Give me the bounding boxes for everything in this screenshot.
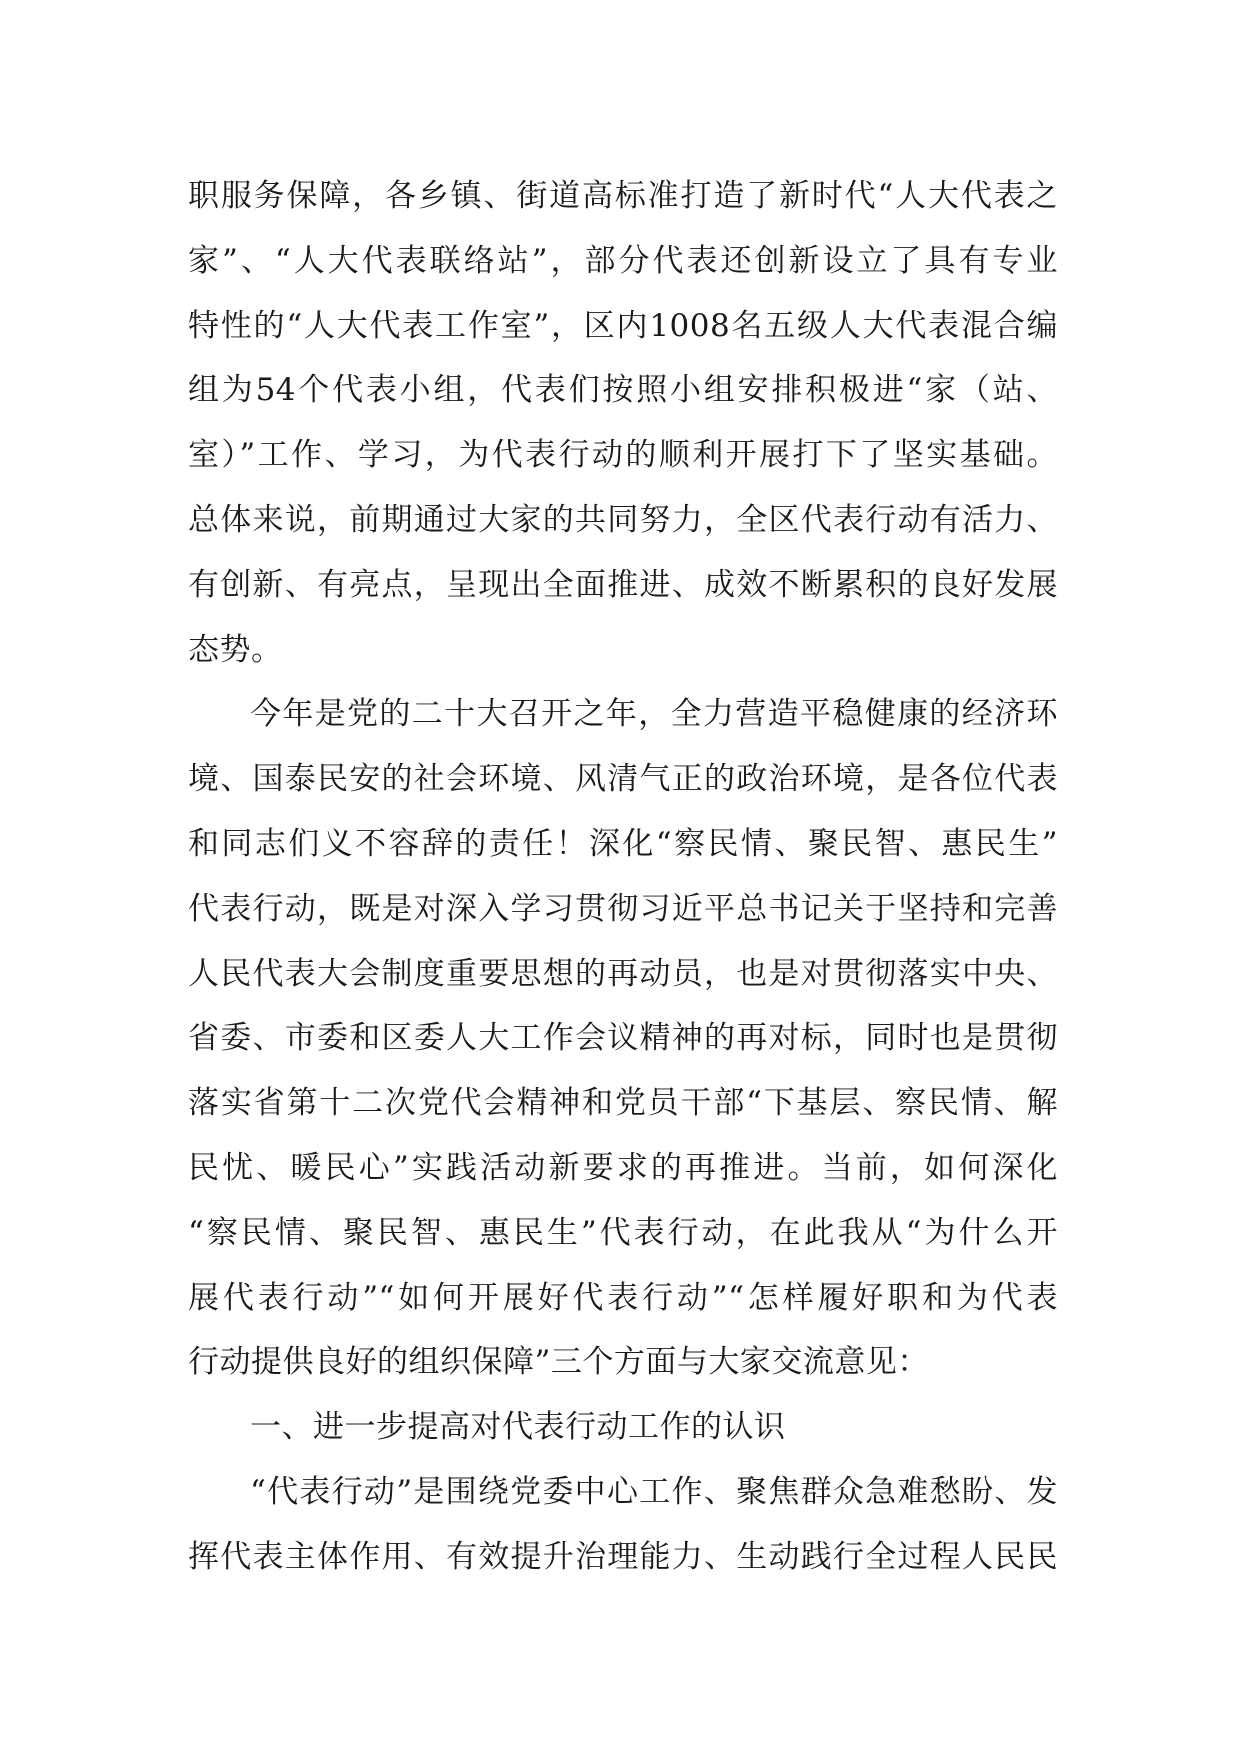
- text-line: 职服务保障，各乡镇、街道高标准打造了新时代“人大代表之: [188, 178, 1058, 214]
- text-line: “察民情、聚民智、惠民生”代表行动，在此我从“为什么开: [188, 1214, 1058, 1251]
- text-line: 今年是党的二十大召开之年，全力营造平稳健康的经济环: [250, 696, 1058, 733]
- text-line: 家”、“人大代表联络站”，部分代表还创新设立了具有专业: [188, 242, 1058, 279]
- text-line: 人民代表大会制度重要思想的再动员，也是对贯彻落实中央、: [188, 955, 1058, 992]
- text-line: 代表行动，既是对深入学习贯彻习近平总书记关于坚持和完善: [188, 890, 1058, 927]
- text-line: “代表行动”是围绕党委中心工作、聚焦群众急难愁盼、发: [250, 1473, 1058, 1510]
- text-line: 境、国泰民安的社会环境、风清气正的政治环境，是各位代表: [188, 761, 1058, 798]
- body-text: [188, 164, 1058, 1590]
- text-line: 有创新、有亮点，呈现出全面推进、成效不断累积的良好发展: [188, 566, 1058, 603]
- text-line: 室）”工作、学习，为代表行动的顺利开展打下了坚实基础。: [188, 437, 1058, 474]
- text-line: 省委、市委和区委人大工作会议精神的再对标，同时也是贯彻: [188, 1020, 1058, 1057]
- text-line: 特性的“人大代表工作室”，区内1008名五级人大代表混合编: [188, 307, 1058, 344]
- text-line: 行动提供良好的组织保障”三个方面与大家交流意见：: [188, 1344, 929, 1381]
- text-line: 落实省第十二次党代会精神和党员干部“下基层、察民情、解: [188, 1085, 1058, 1122]
- text-line: 展代表行动”“如何开展好代表行动”“怎样履好职和为代表: [188, 1279, 1058, 1316]
- text-line: 一、进一步提高对代表行动工作的认识: [250, 1409, 786, 1446]
- text-line: 总体来说，前期通过大家的共同努力，全区代表行动有活力、: [188, 501, 1058, 538]
- text-line: 和同志们义不容辞的责任！深化“察民情、聚民智、惠民生”: [188, 825, 1058, 862]
- text-line: 态势。: [188, 631, 283, 668]
- text-line: 组为54个代表小组，代表们按照小组安排积极进“家（站、: [188, 372, 1058, 409]
- text-line: 挥代表主体作用、有效提升治理能力、生动践行全过程人民民: [188, 1538, 1058, 1575]
- text-line: 民忧、暖民心”实践活动新要求的再推进。当前，如何深化: [188, 1149, 1058, 1186]
